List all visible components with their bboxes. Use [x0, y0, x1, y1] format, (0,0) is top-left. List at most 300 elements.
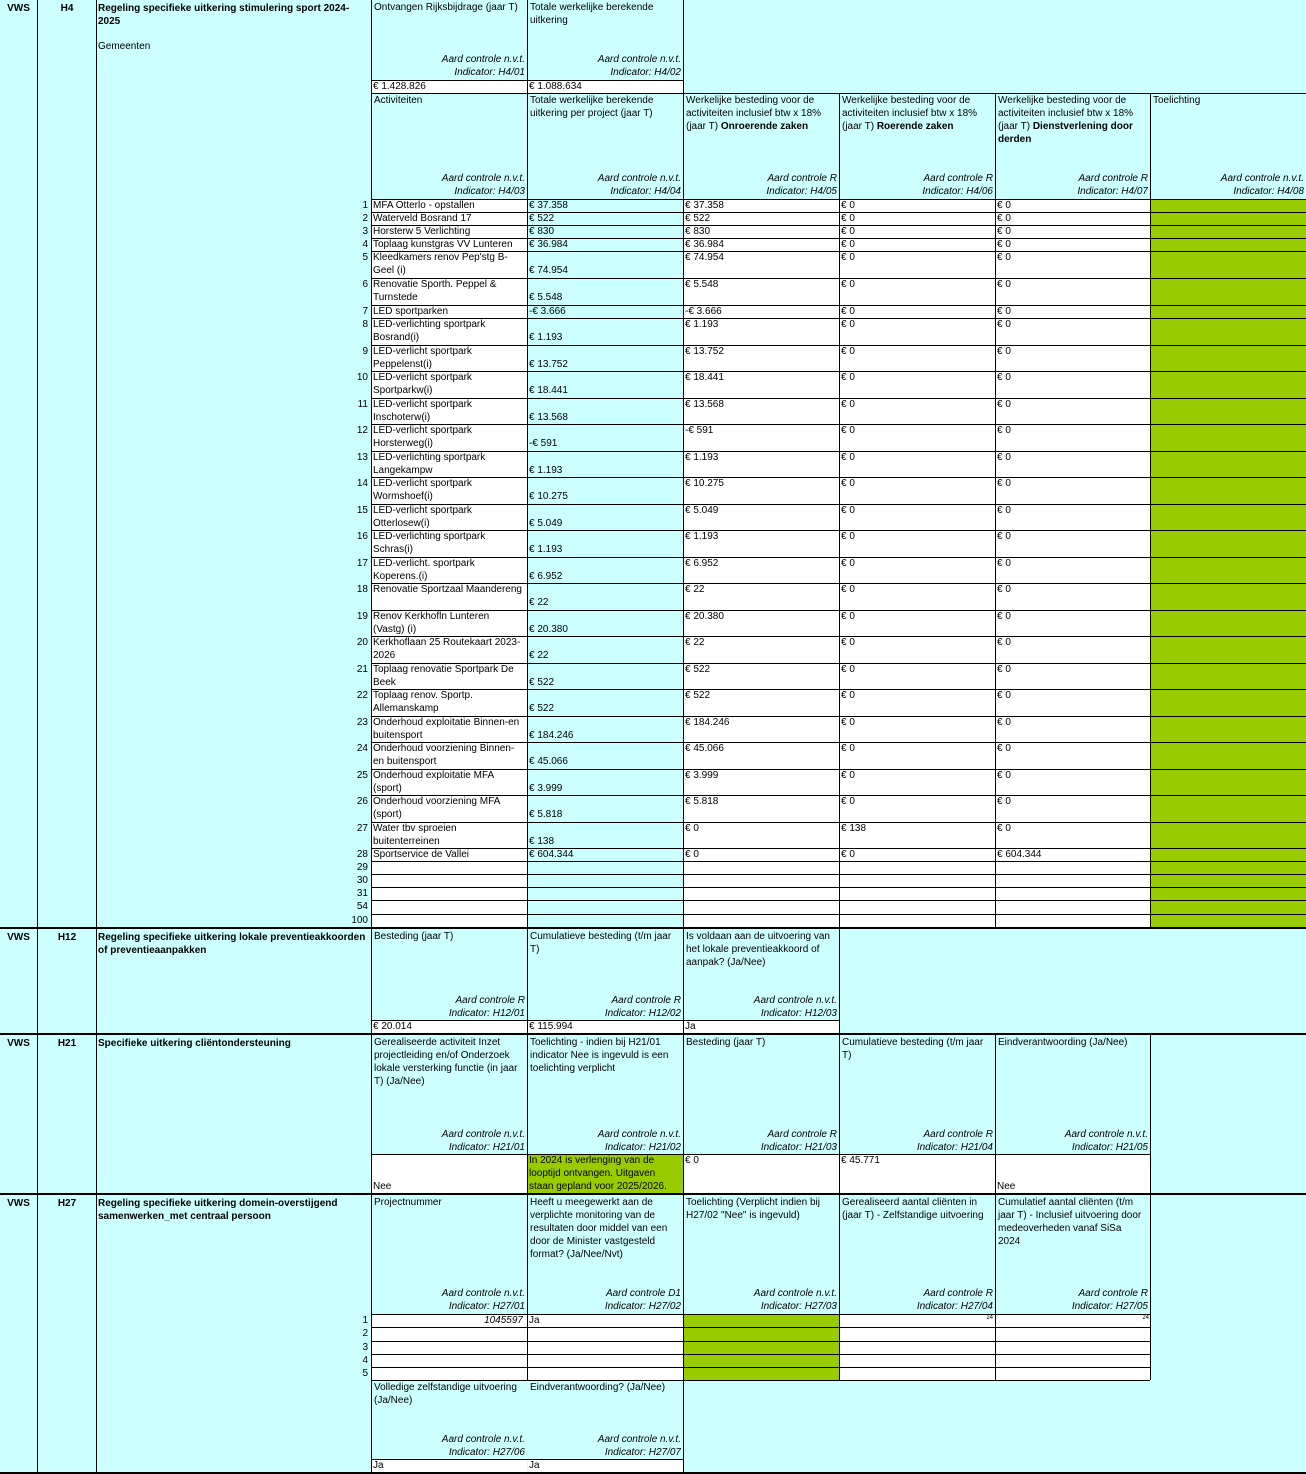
project-total-value[interactable]: € 22 — [529, 650, 549, 661]
aard-controle-label: Aard controle R — [923, 173, 993, 184]
activity-name[interactable]: LED sportparken — [373, 306, 449, 317]
dienstverlening-value[interactable]: € 0 — [997, 611, 1011, 622]
h27-value[interactable]: Ja — [529, 1460, 540, 1471]
column-header: Volledige zelfstandige uitvoering (Ja/Nee) — [374, 1382, 517, 1406]
roerende-value[interactable]: € 0 — [841, 531, 855, 542]
indicator-label: Indicator: H4/05 — [766, 186, 837, 197]
toelichting-cell — [1151, 279, 1306, 305]
value-cell — [840, 1355, 995, 1367]
activity-name[interactable]: Onderhoud voorziening MFA (sport) — [373, 796, 500, 820]
dienstverlening-value[interactable]: € 0 — [997, 399, 1011, 410]
roerende-value[interactable]: € 0 — [841, 637, 855, 648]
activity-name[interactable]: Kleedkamers renov Pep'stg B-Geel (i) — [373, 252, 508, 276]
row-number: 8 — [362, 319, 368, 330]
toelichting-cell — [1151, 452, 1306, 477]
dienstverlening-value[interactable]: € 0 — [997, 823, 1011, 834]
dienstverlening-value[interactable]: € 0 — [997, 743, 1011, 754]
aard-controle-label: Aard controle n.v.t. — [597, 1129, 681, 1140]
value-cell — [840, 901, 995, 914]
onroerende-value[interactable]: € 0 — [685, 849, 699, 860]
row-number: 25 — [356, 770, 368, 781]
column-header: Activiteiten — [374, 95, 423, 106]
value-cell — [840, 1368, 995, 1380]
clients-year-value[interactable]: 24 — [986, 1315, 993, 1321]
value-cell — [528, 1368, 683, 1380]
onroerende-value[interactable]: € 18.441 — [685, 372, 724, 383]
project-total-value[interactable]: € 1.193 — [529, 544, 563, 555]
h27-value[interactable]: Ja — [373, 1460, 384, 1471]
onroerende-value[interactable]: € 45.066 — [685, 743, 724, 754]
project-total-value[interactable]: € 6.952 — [529, 571, 563, 582]
section-title[interactable]: Regeling specifieke uitkering domein-overstijgend samenwerken_met centraal persoon — [98, 1198, 338, 1222]
project-total-value[interactable]: € 18.441 — [529, 385, 568, 396]
value-cell — [840, 888, 995, 900]
project-total-value[interactable]: € 20.380 — [529, 624, 568, 635]
roerende-value[interactable]: € 0 — [841, 505, 855, 516]
roerende-value[interactable]: € 0 — [841, 213, 855, 224]
activity-name[interactable]: LED-verlichting sportpark Schras(i) — [373, 531, 486, 555]
toelichting-cell — [1151, 743, 1306, 769]
column-header: Projectnummer — [374, 1197, 442, 1208]
dienstverlening-value[interactable]: € 0 — [997, 372, 1011, 383]
project-total-value[interactable]: € 1.193 — [529, 332, 563, 343]
activity-name[interactable]: Waterveld Bosrand 17 — [373, 213, 472, 224]
column-header: Eindverantwoording (Ja/Nee) — [998, 1037, 1128, 1048]
project-number[interactable]: 1045597 — [484, 1315, 523, 1326]
value-cell — [996, 862, 1150, 874]
onroerende-value[interactable]: € 522 — [685, 664, 711, 675]
project-total-value[interactable]: € 522 — [529, 677, 555, 688]
project-total-value[interactable]: € 13.568 — [529, 412, 568, 423]
activity-name[interactable]: Kerkhoflaan 25 Routekaart 2023-2026 — [373, 637, 521, 661]
dienstverlening-value[interactable]: € 0 — [997, 319, 1011, 330]
onroerende-value[interactable]: € 1.193 — [685, 319, 719, 330]
indicator-label: Indicator: H4/07 — [1077, 186, 1148, 197]
onroerende-value[interactable]: € 1.193 — [685, 531, 719, 542]
toelichting-cell — [1151, 226, 1306, 238]
toelichting-cell — [1151, 849, 1306, 861]
h12-value[interactable]: € 20.014 — [373, 1021, 412, 1032]
h21-value[interactable]: Nee — [997, 1181, 1016, 1192]
dienstverlening-value[interactable]: € 0 — [997, 346, 1011, 357]
onroerende-value[interactable]: € 10.275 — [685, 478, 724, 489]
aard-controle-label: Aard controle n.v.t. — [441, 1129, 525, 1140]
dienstverlening-value[interactable]: € 0 — [997, 200, 1011, 211]
row-number: 6 — [362, 279, 368, 290]
value-cell — [684, 875, 839, 887]
column-header: Besteding (jaar T) — [374, 931, 454, 942]
activity-name[interactable]: MFA Otterlo - opstallen — [373, 200, 475, 211]
value-cell — [528, 1355, 683, 1367]
toelichting-cell — [1151, 823, 1306, 848]
column-header: Gerealiseerd aantal cliënten in (jaar T) - Zelfstandige uitvoering — [842, 1197, 984, 1221]
onroerende-value[interactable]: € 5.548 — [685, 279, 719, 290]
row-number: 3 — [362, 1342, 368, 1353]
gridline — [96, 929, 97, 1035]
column-header: Werkelijke besteding voor de activiteiten inclusief btw x 18% (jaar T) Roerende zaken — [842, 95, 978, 132]
toelichting-cell — [684, 1328, 839, 1341]
activity-name[interactable]: Sportservice de Vallei — [373, 849, 469, 860]
value-cell — [996, 875, 1150, 887]
onroerende-value[interactable]: € 6.952 — [685, 558, 719, 569]
toelichting-cell — [1151, 584, 1306, 610]
received-contribution-value[interactable]: € 1.428.826 — [373, 81, 426, 92]
dienstverlening-value[interactable]: € 604.344 — [997, 849, 1042, 860]
toelichting-cell — [1151, 200, 1306, 212]
h12-value[interactable]: Ja — [685, 1021, 696, 1032]
activity-name[interactable]: Renovatie Sportzaal Maandereng — [373, 584, 522, 595]
value-cell — [996, 1368, 1150, 1380]
project-total-value[interactable]: € 74.954 — [529, 265, 568, 276]
indicator-label: Indicator: H27/06 — [448, 1447, 525, 1458]
roerende-value[interactable]: € 0 — [841, 611, 855, 622]
h21-value[interactable]: € 0 — [685, 1155, 699, 1166]
toelichting-cell — [1151, 796, 1306, 822]
activity-name[interactable]: Renovatie Sporth. Peppel & Turnstede — [373, 279, 497, 303]
roerende-value[interactable]: € 0 — [841, 664, 855, 675]
roerende-value[interactable]: € 0 — [841, 478, 855, 489]
activity-name[interactable]: Onderhoud voorziening Binnen-en buitensport — [373, 743, 515, 767]
toelichting-cell — [1151, 901, 1306, 914]
column-header-emphasis: Onroerende zaken — [720, 121, 809, 132]
dienstverlening-value[interactable]: € 0 — [997, 425, 1011, 436]
indicator-label: Indicator: H4/02 — [610, 67, 681, 78]
aard-controle-label: Aard controle n.v.t. — [1220, 173, 1304, 184]
column-header: Totale werkelijke berekende uitkering — [530, 2, 654, 26]
column-header: Heeft u meegewerkt aan de verplichte monitoring van de resultaten door middel van een door de Minister vastgesteld format? (Ja/Nee/Nvt) — [530, 1197, 668, 1260]
dept-label[interactable]: VWS — [7, 1038, 30, 1049]
value-cell — [372, 1368, 527, 1380]
indicator-label: Indicator: H27/02 — [604, 1301, 681, 1312]
indicator-label: Indicator: H21/01 — [448, 1142, 525, 1153]
activity-name[interactable]: LED-verlicht sportpark Peppelenst(i) — [373, 346, 472, 370]
project-total-value[interactable]: € 522 — [529, 703, 555, 714]
row-number: 30 — [356, 875, 368, 886]
onroerende-value[interactable]: € 5.049 — [685, 505, 719, 516]
dienstverlening-value[interactable]: € 0 — [997, 226, 1011, 237]
onroerende-value[interactable]: -€ 591 — [685, 425, 714, 436]
activity-cell — [372, 901, 527, 914]
onroerende-value[interactable]: € 830 — [685, 226, 711, 237]
gridline — [1150, 1035, 1151, 1194]
activity-name[interactable]: LED-verlicht sportpark Inschoterw(i) — [373, 399, 472, 423]
h12-value[interactable]: € 115.994 — [529, 1021, 573, 1032]
row-number: 31 — [356, 888, 368, 899]
dienstverlening-value[interactable]: € 0 — [997, 505, 1011, 516]
toelichting-cell — [1151, 862, 1306, 874]
project-total-value[interactable]: € 45.066 — [529, 756, 568, 767]
activity-name[interactable]: Water tbv sproeien buitenterreinen — [373, 823, 457, 847]
gridline — [683, 0, 684, 94]
section-code[interactable]: H4 — [60, 3, 74, 14]
row-number: 9 — [362, 346, 368, 357]
activity-name[interactable]: LED-verlicht. sportpark Koperens.(i) — [373, 558, 475, 582]
onroerende-value[interactable]: € 522 — [685, 213, 711, 224]
section-title[interactable]: Regeling specifieke uitkering lokale preventieakkoorden of preventieaanpakken — [98, 932, 366, 956]
toelichting-cell — [1151, 306, 1306, 318]
roerende-value[interactable]: € 0 — [841, 279, 855, 290]
toelichting-cell — [1151, 717, 1306, 742]
roerende-value[interactable]: € 0 — [841, 796, 855, 807]
row-number: 13 — [356, 452, 368, 463]
activity-name[interactable]: Onderhoud exploitatie MFA (sport) — [373, 770, 494, 794]
toelichting-cell — [1151, 239, 1306, 251]
section-code[interactable]: H12 — [57, 932, 77, 943]
column-header-emphasis: Roerende zaken — [876, 121, 954, 132]
h21-value[interactable]: Nee — [373, 1181, 392, 1192]
roerende-value[interactable]: € 0 — [841, 252, 855, 263]
dept-label[interactable]: VWS — [7, 932, 30, 943]
row-number: 1 — [362, 1315, 368, 1326]
value-cell — [996, 915, 1150, 927]
indicator-label: Indicator: H4/03 — [454, 186, 525, 197]
section-divider — [0, 1193, 1306, 1195]
toelichting-cell — [1151, 399, 1306, 424]
project-total-value[interactable]: € 10.275 — [529, 491, 568, 502]
dienstverlening-value[interactable]: € 0 — [997, 637, 1011, 648]
section-code[interactable]: H21 — [57, 1038, 77, 1049]
value-cell — [840, 1342, 995, 1354]
aard-controle-label: Aard controle n.v.t. — [597, 173, 681, 184]
section-subtitle[interactable]: Gemeenten — [98, 41, 151, 52]
roerende-value[interactable]: € 0 — [841, 425, 855, 436]
dienstverlening-value[interactable]: € 0 — [997, 252, 1011, 263]
value-cell — [996, 1342, 1150, 1354]
project-total-value[interactable]: € 522 — [529, 213, 555, 224]
total-calculated-value[interactable]: € 1.088.634 — [529, 81, 582, 92]
roerende-value[interactable]: € 0 — [841, 743, 855, 754]
aard-controle-label: Aard controle R — [923, 1288, 993, 1299]
toelichting-cell — [1151, 664, 1306, 689]
roerende-value[interactable]: € 0 — [841, 558, 855, 569]
activity-name[interactable]: LED-verlichting sportpark Bosrand(i) — [373, 319, 486, 343]
row-number: 15 — [356, 505, 368, 516]
aard-controle-label: Aard controle R — [767, 173, 837, 184]
indicator-label: Indicator: H4/01 — [454, 67, 525, 78]
column-header: Cumulatief aantal cliënten (t/m jaar T) - Inclusief uitvoering door medeoverheden vanaf SiSa 2024 — [998, 1197, 1142, 1247]
dienstverlening-value[interactable]: € 0 — [997, 558, 1011, 569]
project-total-value[interactable]: -€ 591 — [529, 438, 558, 449]
dienstverlening-value[interactable]: € 0 — [997, 584, 1011, 595]
activity-name[interactable]: Horsterw 5 Verlichting — [373, 226, 471, 237]
toelichting-cell — [1151, 888, 1306, 900]
onroerende-value[interactable]: € 36.984 — [685, 239, 724, 250]
row-number: 3 — [362, 226, 368, 237]
onroerende-value[interactable]: € 22 — [685, 637, 705, 648]
gridline — [371, 1020, 839, 1021]
value-cell — [684, 888, 839, 900]
project-total-value[interactable]: € 36.984 — [529, 239, 568, 250]
indicator-label: Indicator: H21/03 — [760, 1142, 837, 1153]
indicator-label: Indicator: H27/04 — [916, 1301, 993, 1312]
project-total-value[interactable]: € 5.548 — [529, 292, 563, 303]
activity-name[interactable]: LED-verlicht sportpark Wormshoef(i) — [373, 478, 472, 502]
toelichting-cell — [1151, 690, 1306, 716]
row-number: 2 — [362, 213, 368, 224]
project-total-value[interactable]: € 830 — [529, 226, 555, 237]
activity-name[interactable]: Toplaag renov. Sportp. Allemanskamp — [373, 690, 473, 714]
onroerende-value[interactable]: € 1.193 — [685, 452, 719, 463]
gridline — [371, 1459, 683, 1460]
activity-name[interactable]: LED-verlicht sportpark Horsterweg(i) — [373, 425, 472, 449]
row-number: 11 — [357, 399, 368, 410]
roerende-value[interactable]: € 0 — [841, 770, 855, 781]
roerende-value[interactable]: € 0 — [841, 239, 855, 250]
roerende-value[interactable]: € 0 — [841, 452, 855, 463]
value-cell — [996, 1355, 1150, 1367]
aard-controle-label: Aard controle n.v.t. — [597, 1434, 681, 1445]
roerende-value[interactable]: € 0 — [841, 200, 855, 211]
activity-name[interactable]: Toplaag renovatie Sportpark De Beek — [373, 664, 514, 688]
toelichting-cell — [1151, 770, 1306, 795]
project-total-value[interactable]: € 1.193 — [529, 465, 563, 476]
dienstverlening-value[interactable]: € 0 — [997, 279, 1011, 290]
project-total-value[interactable]: -€ 3.666 — [529, 306, 566, 317]
row-number: 2 — [362, 1328, 368, 1339]
dienstverlening-value[interactable]: € 0 — [997, 717, 1011, 728]
dienstverlening-value[interactable]: € 0 — [997, 213, 1011, 224]
section-divider — [0, 1033, 1306, 1035]
roerende-value[interactable]: € 0 — [841, 849, 855, 860]
project-total-value[interactable]: € 5.818 — [529, 809, 563, 820]
aard-controle-label: Aard controle R — [1078, 173, 1148, 184]
onroerende-value[interactable]: € 13.568 — [685, 399, 724, 410]
section-title[interactable]: Specifieke uitkering cliëntondersteuning — [98, 1038, 291, 1049]
gridline — [96, 1195, 97, 1474]
onroerende-value[interactable]: € 184.246 — [685, 717, 730, 728]
row-number: 16 — [356, 531, 368, 542]
onroerende-value[interactable]: € 37.358 — [685, 200, 724, 211]
dienstverlening-value[interactable]: € 0 — [997, 531, 1011, 542]
toelichting-cell — [1151, 319, 1306, 345]
roerende-value[interactable]: € 0 — [841, 226, 855, 237]
column-header: Ontvangen Rijksbijdrage (jaar T) — [374, 2, 518, 13]
dienstverlening-value[interactable]: € 0 — [997, 452, 1011, 463]
indicator-label: Indicator: H4/04 — [610, 186, 681, 197]
project-total-value[interactable]: € 22 — [529, 597, 549, 608]
aard-controle-label: Aard controle n.v.t. — [1064, 1129, 1148, 1140]
toelichting-cell — [684, 1355, 839, 1367]
activity-cell — [372, 915, 527, 927]
roerende-value[interactable]: € 0 — [841, 372, 855, 383]
roerende-value[interactable]: € 0 — [841, 346, 855, 357]
indicator-label: Indicator: H12/03 — [760, 1008, 837, 1019]
clients-cumulative-value[interactable]: 24 — [1142, 1315, 1149, 1321]
value-cell — [840, 862, 995, 874]
roerende-value[interactable]: € 0 — [841, 584, 855, 595]
activity-name[interactable]: Toplaag kunstgras VV Lunteren — [373, 239, 513, 250]
indicator-label: Indicator: H21/02 — [604, 1142, 681, 1153]
project-total-value[interactable]: € 37.358 — [529, 200, 568, 211]
aard-controle-label: Aard controle R — [611, 995, 681, 1006]
row-number: 7 — [362, 306, 368, 317]
activity-name[interactable]: Renov Kerkhofln Lunteren (Vastg) (i) — [373, 611, 490, 635]
toelichting-cell — [1151, 637, 1306, 663]
onroerende-value[interactable]: -€ 3.666 — [685, 306, 722, 317]
monitoring-value[interactable]: Ja — [529, 1315, 540, 1326]
project-total-value[interactable]: € 184.246 — [529, 730, 574, 741]
row-number: 28 — [356, 849, 368, 860]
dienstverlening-value[interactable]: € 0 — [997, 239, 1011, 250]
roerende-value[interactable]: € 0 — [841, 717, 855, 728]
dept-label[interactable]: VWS — [7, 1198, 30, 1209]
dept-label[interactable]: VWS — [7, 3, 30, 14]
roerende-value[interactable]: € 138 — [841, 823, 867, 834]
aard-controle-label: Aard controle D1 — [605, 1288, 681, 1299]
roerende-value[interactable]: € 0 — [841, 399, 855, 410]
onroerende-value[interactable]: € 22 — [685, 584, 705, 595]
gridline — [839, 929, 840, 1034]
indicator-label: Indicator: H4/08 — [1233, 186, 1304, 197]
section-code[interactable]: H27 — [57, 1198, 77, 1209]
aard-controle-label: Aard controle n.v.t. — [441, 54, 525, 65]
toelichting-cell — [1151, 213, 1306, 225]
onroerende-value[interactable]: € 74.954 — [685, 252, 724, 263]
indicator-label: Indicator: H21/05 — [1071, 1142, 1148, 1153]
dienstverlening-value[interactable]: € 0 — [997, 796, 1011, 807]
roerende-value[interactable]: € 0 — [841, 319, 855, 330]
roerende-value[interactable]: € 0 — [841, 690, 855, 701]
aard-controle-label: Aard controle n.v.t. — [441, 173, 525, 184]
row-number: 4 — [362, 1355, 368, 1366]
dienstverlening-value[interactable]: € 0 — [997, 664, 1011, 675]
onroerende-value[interactable]: € 13.752 — [685, 346, 724, 357]
column-header: Werkelijke besteding voor de activiteiten inclusief btw x 18% (jaar T) Onroerende zaken — [686, 95, 822, 132]
project-total-value[interactable]: € 13.752 — [529, 359, 568, 370]
activity-cell — [372, 862, 527, 874]
row-number: 1 — [362, 200, 368, 211]
gridline — [37, 929, 38, 1035]
aard-controle-label: Aard controle R — [767, 1129, 837, 1140]
onroerende-value[interactable]: € 522 — [685, 690, 711, 701]
row-number: 22 — [356, 690, 368, 701]
toelichting-cell — [1151, 875, 1306, 887]
onroerende-value[interactable]: € 0 — [685, 823, 699, 834]
activity-name[interactable]: LED-verlicht sportpark Otterlosew(i) — [373, 505, 472, 529]
section-title[interactable]: Regeling specifieke uitkering stimulering sport 2024-2025 — [98, 3, 350, 27]
onroerende-value[interactable]: € 5.818 — [685, 796, 719, 807]
dienstverlening-value[interactable]: € 0 — [997, 770, 1011, 781]
h21-value[interactable]: € 45.771 — [841, 1155, 880, 1166]
activity-name[interactable]: Onderhoud exploitatie Binnen-en buitensport — [373, 717, 520, 741]
activity-name[interactable]: LED-verlichting sportpark Langekampw — [373, 452, 486, 476]
column-header: Is voldaan aan de uitvoering van het lokale preventieakkoord of aanpak? (Ja/Nee) — [686, 931, 830, 968]
activity-cell — [372, 875, 527, 887]
column-header-emphasis: Dienstverlening door derden — [998, 121, 1133, 145]
onroerende-value[interactable]: € 20.380 — [685, 611, 724, 622]
value-cell — [372, 1328, 527, 1341]
dienstverlening-value[interactable]: € 0 — [997, 306, 1011, 317]
indicator-label: Indicator: H27/01 — [448, 1301, 525, 1312]
roerende-value[interactable]: € 0 — [841, 306, 855, 317]
project-total-value[interactable]: € 5.049 — [529, 518, 563, 529]
row-number: 21 — [356, 664, 368, 675]
column-header: Totale werkelijke berekende uitkering per project (jaar T) — [530, 95, 654, 119]
project-total-value[interactable]: € 3.999 — [529, 783, 563, 794]
project-total-value[interactable]: € 604.344 — [529, 849, 574, 860]
h21-toelichting-value[interactable]: In 2024 is verlenging van de looptijd ontvangen. Uitgaven staan gepland voor 2025/2026. — [529, 1155, 667, 1192]
dienstverlening-value[interactable]: € 0 — [997, 690, 1011, 701]
activity-cell — [372, 888, 527, 900]
dienstverlening-value[interactable]: € 0 — [997, 478, 1011, 489]
row-number: 17 — [356, 558, 368, 569]
aard-controle-label: Aard controle R — [923, 1129, 993, 1140]
onroerende-value[interactable]: € 3.999 — [685, 770, 719, 781]
row-number: 12 — [356, 425, 368, 436]
row-number: 100 — [351, 915, 368, 926]
activity-name[interactable]: LED-verlicht sportpark Sportparkw(i) — [373, 372, 472, 396]
project-total-value[interactable]: € 138 — [529, 836, 555, 847]
